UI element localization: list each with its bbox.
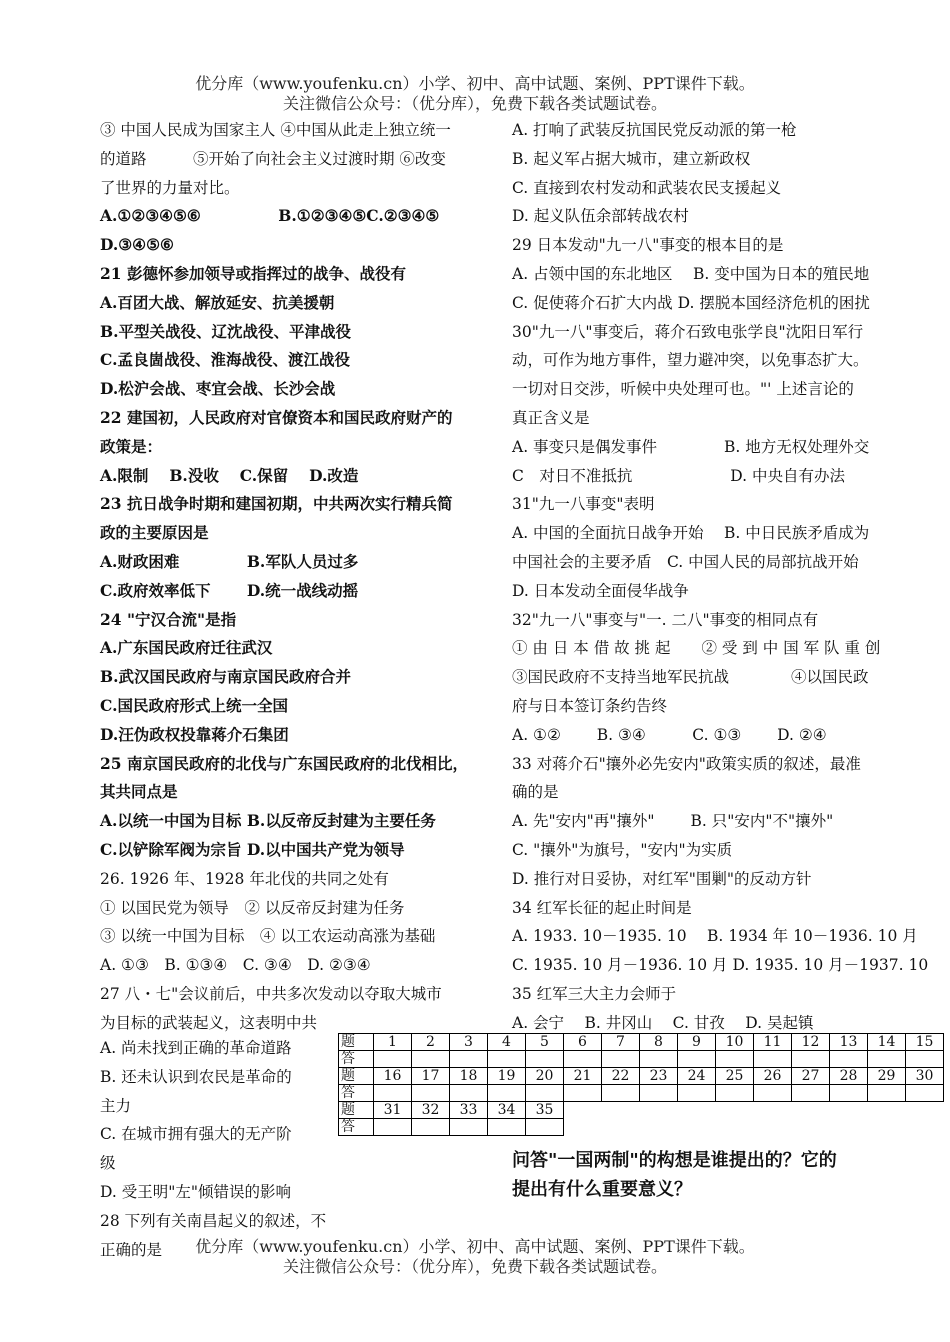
left-line: ③ 以统一中国为目标 ④ 以工农运动高涨为基础	[100, 927, 436, 946]
question-number-cell: 21	[564, 1068, 602, 1085]
question-number-cell: 32	[412, 1102, 450, 1119]
question-row-2	[339, 1068, 944, 1085]
right-line: 31"九一八事变"表明	[512, 495, 655, 514]
right-line: A. 1933. 10－1935. 10 B. 1934 年 10－1936. 10 月	[512, 927, 918, 946]
row-label: 答	[339, 1085, 374, 1102]
empty-cell	[792, 1119, 830, 1136]
left-line: D.汪伪政权投靠蒋介石集团	[100, 724, 289, 744]
left-line: B.武汉国民政府与南京国民政府合并	[100, 667, 351, 687]
answer-cell	[450, 1051, 488, 1068]
answer-cell	[564, 1085, 602, 1102]
empty-cell	[906, 1119, 944, 1136]
question-number-cell: 33	[450, 1102, 488, 1119]
empty-cell	[640, 1119, 678, 1136]
left-line: ① 以国民党为领导 ② 以反帝反封建为任务	[100, 898, 405, 917]
answer-cell	[678, 1085, 716, 1102]
empty-cell	[678, 1119, 716, 1136]
answer-cell	[792, 1085, 830, 1102]
question-number-cell: 34	[488, 1102, 526, 1119]
right-column	[512, 116, 929, 1038]
question-row-3	[339, 1102, 944, 1119]
answer-cell	[564, 1051, 602, 1068]
right-line: D. 起义队伍余部转战农村	[512, 207, 689, 226]
empty-cell	[716, 1119, 754, 1136]
left-line: 25 南京国民政府的北伐与广东国民政府的北伐相比，	[100, 753, 468, 773]
question-number-cell: 6	[564, 1034, 602, 1051]
answer-row-3	[339, 1119, 944, 1136]
left-line: 其共同点是	[100, 782, 178, 802]
empty-cell	[716, 1102, 754, 1119]
essay-line-1: 问答"一国两制"的构想是谁提出的？它的	[512, 1150, 837, 1171]
left-line: 政策是：	[100, 436, 163, 456]
answer-cell	[526, 1051, 564, 1068]
right-line: 29 日本发动"九一八"事变的根本目的是	[512, 236, 784, 255]
question-number-cell: 15	[906, 1034, 944, 1051]
answer-cell	[792, 1051, 830, 1068]
right-line: ① 由 日 本 借 故 挑 起 ② 受 到 中 国 军 队 重 创	[512, 639, 881, 658]
answer-cell	[906, 1085, 944, 1102]
answer-cell	[754, 1085, 792, 1102]
answer-cell	[830, 1085, 868, 1102]
answer-cell	[602, 1051, 640, 1068]
question-number-cell: 2	[412, 1034, 450, 1051]
question-number-cell: 30	[906, 1068, 944, 1085]
question-number-cell: 31	[374, 1102, 412, 1119]
answer-cell	[602, 1085, 640, 1102]
empty-cell	[754, 1119, 792, 1136]
right-line: A. 事变只是偶发事件 B. 地方无权处理外交	[512, 437, 870, 456]
footer-line-2: 关注微信公众号：（优分库），免费下载各类试题试卷。	[282, 1257, 667, 1276]
answer-cell	[412, 1051, 450, 1068]
question-number-cell: 17	[412, 1068, 450, 1085]
left-column-below-table	[100, 1034, 330, 1264]
question-number-cell: 35	[526, 1102, 564, 1119]
answer-cell	[488, 1085, 526, 1102]
left-line: A.财政困难 B.军队人员过多	[100, 551, 359, 571]
essay-line-2: 提出有什么重要意义？	[512, 1179, 692, 1200]
question-number-cell: 23	[640, 1068, 678, 1085]
empty-cell	[564, 1102, 602, 1119]
left-line: 了世界的力量对比。	[100, 178, 240, 197]
right-line: D. 推行对日妥协，对红军"围剿"的反动方针	[512, 869, 812, 888]
left-below-line: 级	[100, 1154, 116, 1173]
left-below-line: D. 受王明"左"倾错误的影响	[100, 1182, 291, 1201]
right-line: C 对日不准抵抗 D. 中央自有办法	[512, 466, 846, 485]
question-number-cell: 22	[602, 1068, 640, 1085]
row-label: 答	[339, 1119, 374, 1136]
right-line: 动，可作为地方事件，望力避冲突，以免事态扩大。	[512, 351, 869, 370]
left-line: 22 建国初，人民政府对官僚资本和国民政府财产的	[100, 407, 453, 427]
left-line: A.以统一中国为目标 B.以反帝反封建为主要任务	[100, 811, 436, 831]
right-line: 中国社会的主要矛盾 C. 中国人民的局部抗战开始	[512, 552, 859, 571]
right-line: A. 打响了武装反抗国民党反动派的第一枪	[512, 121, 797, 139]
row-label: 题	[339, 1034, 374, 1051]
left-line: C.国民政府形式上统一全国	[100, 695, 288, 715]
question-number-cell: 8	[640, 1034, 678, 1051]
answer-cell	[450, 1085, 488, 1102]
left-below-line: 主力	[100, 1096, 132, 1115]
question-number-cell: 29	[868, 1068, 906, 1085]
header-line-2: 关注微信公众号：（优分库），免费下载各类试题试卷。	[282, 94, 667, 113]
empty-cell	[906, 1102, 944, 1119]
left-line: A.百团大战、解放延安、抗美援朝	[100, 292, 335, 312]
answer-cell	[374, 1051, 412, 1068]
right-line: D. 日本发动全面侵华战争	[512, 581, 689, 600]
left-line: B.平型关战役、辽沈战役、平津战役	[100, 321, 351, 341]
empty-cell	[678, 1102, 716, 1119]
empty-cell	[754, 1102, 792, 1119]
left-line: 26. 1926 年、1928 年北伐的共同之处有	[100, 869, 389, 888]
question-number-cell: 27	[792, 1068, 830, 1085]
right-line: 30"九一八"事变后，蒋介石致电张学良"沈阳日军行	[512, 322, 864, 341]
left-line: 24 "宁汉合流"是指	[100, 609, 237, 629]
answer-cell	[716, 1051, 754, 1068]
question-number-cell: 18	[450, 1068, 488, 1085]
right-line: A. ①② B. ③④ C. ①③ D. ②④	[512, 725, 827, 744]
answer-cell	[906, 1051, 944, 1068]
empty-cell	[640, 1102, 678, 1119]
question-number-cell: 16	[374, 1068, 412, 1085]
question-number-cell: 26	[754, 1068, 792, 1085]
right-line: A. 会宁 B. 井冈山 C. 甘孜 D. 吴起镇	[512, 1013, 814, 1032]
question-number-cell: 25	[716, 1068, 754, 1085]
question-number-cell: 20	[526, 1068, 564, 1085]
question-number-cell: 1	[374, 1034, 412, 1051]
answer-cell	[488, 1119, 526, 1136]
answer-cell	[374, 1085, 412, 1102]
question-number-cell: 13	[830, 1034, 868, 1051]
left-below-line: C. 在城市拥有强大的无产阶	[100, 1125, 292, 1144]
left-line: C.政府效率低下 D.统一战线动摇	[100, 580, 359, 600]
answer-cell	[716, 1085, 754, 1102]
question-number-cell: 7	[602, 1034, 640, 1051]
answer-cell	[412, 1119, 450, 1136]
right-line: C. 1935. 10 月－1936. 10 月 D. 1935. 10 月－1937. 10	[512, 956, 929, 975]
left-below-line: B. 还未认识到农民是革命的	[100, 1067, 292, 1086]
answer-cell	[868, 1085, 906, 1102]
right-line: C. 直接到农村发动和武装农民支援起义	[512, 178, 782, 197]
right-line: 32"九一八"事变与"一. 二八"事变的相同点有	[512, 610, 819, 629]
left-line: C.以铲除军阀为宗旨 D.以中国共产党为领导	[100, 839, 405, 859]
right-line: 33 对蒋介石"攘外必先安内"政策实质的叙述，最准	[512, 754, 861, 773]
answer-row-2	[339, 1085, 944, 1102]
empty-cell	[830, 1119, 868, 1136]
question-number-cell: 4	[488, 1034, 526, 1051]
left-line: A. ①③ B. ①③④ C. ③④ D. ②③④	[100, 956, 371, 975]
answer-cell	[868, 1051, 906, 1068]
question-number-cell: 11	[754, 1034, 792, 1051]
header-line-1: 优分库（www.youfenku.cn）小学、初中、高中试题、案例、PPT课件下载。	[195, 74, 755, 93]
question-number-cell: 19	[488, 1068, 526, 1085]
right-line: 一切对日交涉，听候中央处理可也。"' 上述言论的	[512, 380, 854, 399]
left-line: D.③④⑤⑥	[100, 235, 174, 255]
right-line: C. "攘外"为旗号，"安内"为实质	[512, 840, 733, 859]
left-line: 为目标的武装起义，这表明中共	[100, 1013, 318, 1032]
empty-cell	[868, 1119, 906, 1136]
answer-cell	[374, 1119, 412, 1136]
right-line: 确的是	[512, 783, 559, 802]
left-line: ③ 中国人民成为国家主人 ④中国从此走上独立统一	[100, 121, 451, 139]
left-line: A.限制 B.没收 C.保留 D.改造	[100, 465, 359, 485]
left-below-line: 28 下列有关南昌起义的叙述，不正确的是	[100, 1211, 327, 1259]
question-number-cell: 5	[526, 1034, 564, 1051]
question-number-cell: 14	[868, 1034, 906, 1051]
left-line: 的道路 ⑤开始了向社会主义过渡时期 ⑥改变	[100, 149, 446, 168]
question-number-cell: 28	[830, 1068, 868, 1085]
empty-cell	[868, 1102, 906, 1119]
answer-cell	[830, 1051, 868, 1068]
answer-cell	[526, 1085, 564, 1102]
empty-cell	[564, 1119, 602, 1136]
empty-cell	[830, 1102, 868, 1119]
empty-cell	[602, 1102, 640, 1119]
left-line: A.①②③④⑤⑥ B.①②③④⑤C.②③④⑤	[100, 206, 440, 226]
question-number-cell: 10	[716, 1034, 754, 1051]
empty-cell	[792, 1102, 830, 1119]
answer-table	[338, 1033, 944, 1136]
question-number-cell: 9	[678, 1034, 716, 1051]
answer-row-1	[339, 1051, 944, 1068]
right-line: 35 红军三大主力会师于	[512, 984, 677, 1003]
right-line: 真正含义是	[512, 408, 590, 427]
right-line: A. 先"安内"再"攘外" B. 只"安内"不"攘外"	[512, 812, 834, 831]
answer-cell	[640, 1085, 678, 1102]
answer-cell	[526, 1119, 564, 1136]
row-label: 题	[339, 1102, 374, 1119]
right-line: A. 中国的全面抗日战争开始 B. 中日民族矛盾成为	[512, 524, 870, 543]
right-line: C. 促使蒋介石扩大内战 D. 摆脱本国经济危机的困扰	[512, 293, 870, 312]
question-number-cell: 12	[792, 1034, 830, 1051]
right-line: ③国民政府不支持当地军民抗战 ④以国民政	[512, 668, 869, 687]
right-line: 34 红军长征的起止时间是	[512, 898, 692, 917]
left-line: 21 彭德怀参加领导或指挥过的战争、战役有	[100, 263, 406, 283]
answer-cell	[640, 1051, 678, 1068]
left-line: D.松沪会战、枣宜会战、长沙会战	[100, 379, 336, 399]
right-line: 府与日本签订条约告终	[512, 696, 668, 715]
left-line: 23 抗日战争时期和建国初期，中共两次实行精兵简	[100, 494, 453, 514]
left-column	[100, 116, 490, 1038]
right-line: B. 起义军占据大城市，建立新政权	[512, 149, 751, 168]
answer-cell	[754, 1051, 792, 1068]
left-line: C.孟良崮战役、淮海战役、渡江战役	[100, 350, 350, 370]
question-number-cell: 3	[450, 1034, 488, 1051]
answer-cell	[412, 1085, 450, 1102]
essay-question	[512, 1146, 912, 1204]
answer-cell	[678, 1051, 716, 1068]
row-label: 答	[339, 1051, 374, 1068]
left-below-line: A. 尚未找到正确的革命道路	[100, 1039, 292, 1057]
answer-cell	[450, 1119, 488, 1136]
footer-line-1: 优分库（www.youfenku.cn）小学、初中、高中试题、案例、PPT课件下载。	[195, 1237, 755, 1256]
question-row-1	[339, 1034, 944, 1051]
left-line: 政的主要原因是	[100, 523, 209, 543]
empty-cell	[602, 1119, 640, 1136]
row-label: 题	[339, 1068, 374, 1085]
answer-cell	[488, 1051, 526, 1068]
left-line: A.广东国民政府迁往武汉	[100, 638, 273, 658]
left-line: 27 八・七"会议前后，中共多次发动以夺取大城市	[100, 984, 442, 1003]
right-line: A. 占领中国的东北地区 B. 变中国为日本的殖民地	[512, 264, 870, 283]
question-number-cell: 24	[678, 1068, 716, 1085]
